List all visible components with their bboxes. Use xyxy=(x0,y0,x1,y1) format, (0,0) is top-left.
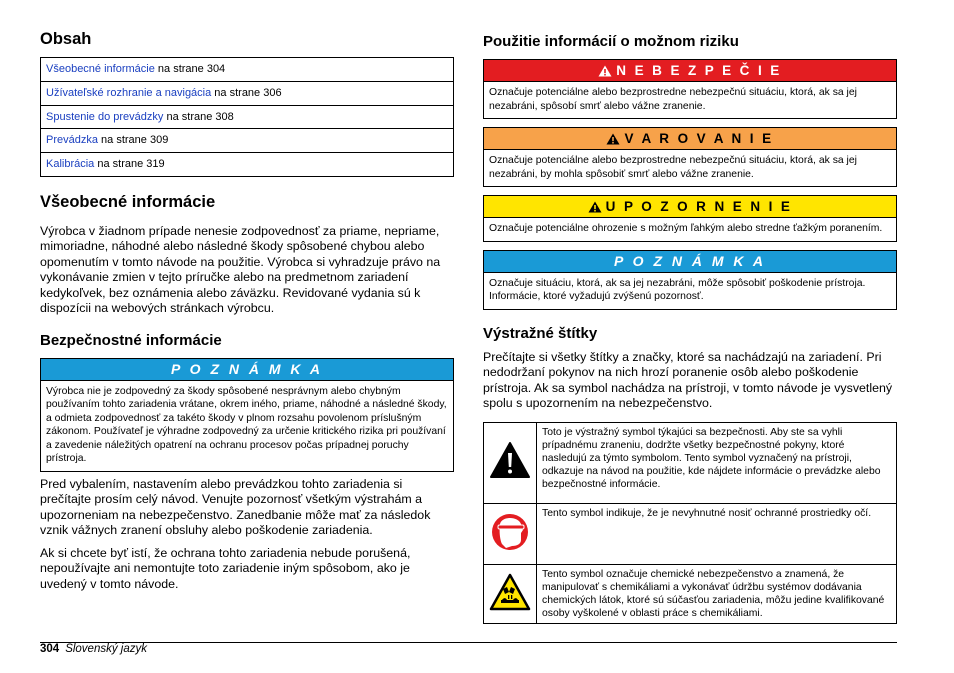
toc-item xyxy=(41,152,453,176)
notice-text: Označuje situáciu, ktorá, ak sa jej nezabráni, môže spôsobiť poškodenie prístroja. Informácie, ktoré vyžadujú zvýšenú pozornosť. xyxy=(489,277,866,302)
toc-link-ui[interactable]: Užívateľské rozhranie a navigácia xyxy=(46,86,212,99)
eye-protection-icon xyxy=(490,510,530,552)
symbol-description: Toto je výstražný symbol týkajúci sa bezpečnosti. Aby ste sa vyhli prípadnému zraneniu, dodržte všetky bezpečnostné pokyny, ktoré nasledujú za týmto symbolom. Tento symbol vyznačený na prístroji, odkazuje na návod na použitie, kde nájdete informácie o prevádzke alebo bezpečnostné informácie. xyxy=(537,422,897,503)
warning-label: V A R O V A N I E xyxy=(624,131,774,146)
table-row xyxy=(484,422,897,503)
warning-labels-title: Výstražné štítky xyxy=(483,324,598,342)
danger-box xyxy=(483,59,897,119)
note-label: P O Z N Á M K A xyxy=(41,359,453,381)
danger-header xyxy=(484,60,896,82)
hazard-info-title: Použitie informácií o možnom riziku xyxy=(483,33,739,50)
footer-language: Slovenský jazyk xyxy=(65,643,147,655)
caution-label: U P O Z O R N E N I E xyxy=(605,199,793,214)
warning-triangle-icon xyxy=(588,201,602,213)
chemical-hazard-icon xyxy=(489,573,531,611)
safety-info-title: Bezpečnostné informácie xyxy=(40,331,222,349)
warning-header xyxy=(484,128,896,150)
warning-text: Označuje potenciálne alebo bezprostredne nebezpečnú situáciu, ktorá, ak sa jej nezabráni, by mohla spôsobiť smrť alebo vážne zranenie. xyxy=(489,155,857,180)
warning-symbol-icon xyxy=(489,441,531,479)
toc-link-startup[interactable]: Spustenie do prevádzky xyxy=(46,110,164,123)
safety-paragraph-1: Pred vybalením, nastavením alebo prevádzkou tohto zariadenia si prečítajte prosím celý návod. Venujte pozornosť všetkým výstrahám a upozorneniam na nebezpečenstvo. Zanedbanie môže mať za následok vznik vážnych zranení obsluhy alebo poškodenie zariadenia. xyxy=(40,476,431,538)
footer-divider xyxy=(40,642,897,643)
caution-text: Označuje potenciálne ohrozenie s možným ľahkým alebo stredne ťažkým poranením. xyxy=(489,223,883,234)
toc-page-ref: na strane 306 xyxy=(211,86,282,99)
safety-paragraph-2: Ak si chcete byť istí, že ochrana tohto zariadenia nebude porušená, nepoužívajte ani nemontujte toto zariadenie iným spôsobom, ako je uvedený v tomto návode. xyxy=(40,545,411,591)
toc-link-operation[interactable]: Prevádzka xyxy=(46,134,98,147)
symbol-cell xyxy=(484,564,537,624)
toc-page-ref: na strane 304 xyxy=(154,63,226,75)
toc-page-ref: na strane 308 xyxy=(163,110,234,123)
danger-label: N E B E Z P E Č I E xyxy=(616,63,782,78)
toc-box xyxy=(40,57,454,177)
toc-title: Obsah xyxy=(40,30,92,48)
warning-box xyxy=(483,127,897,187)
caution-header xyxy=(484,196,896,218)
toc-item xyxy=(41,105,453,129)
warning-triangle-icon xyxy=(606,133,620,145)
symbol-description: Tento symbol indikuje, že je nevyhnutné nosiť ochranné prostriedky očí. xyxy=(537,503,897,564)
symbols-table xyxy=(483,422,897,625)
notice-label: P O Z N Á M K A xyxy=(484,251,896,273)
toc-page-ref: na strane 309 xyxy=(97,134,169,147)
right-column xyxy=(483,30,897,624)
general-info-text: Výrobca v žiadnom prípade nenesie zodpovednosť za priame, nepriame, mimoriadne, náhodné alebo následné škody spôsobené chybou alebo opomenutím v tomto návode na použitie. Výrobca si vyhradzuje právo na vykonávanie zmien v tejto príručke alebo na predmetnom zariadení kedykoľvek, bez oznámenia alebo záväzku. Revidované vydania sú k dispozícii na webových stránkach výrobcu. xyxy=(40,223,441,316)
toc-item xyxy=(41,58,453,81)
left-column xyxy=(40,30,454,592)
page-footer xyxy=(40,643,147,655)
warning-labels-text: Prečítajte si všetky štítky a značky, ktoré sa nachádzajú na zariadení. Pri nedodržaní pokynov na nich hrozí poranenie osôb alebo poškodenie prístroja. Ak sa symbol nachádza na prístroji, v tomto návode je vysvetlený spolu s upozornením na nebezpečenstvo. xyxy=(483,349,893,410)
note-text: Výrobca nie je zodpovedný za škody spôsobené nesprávnym alebo chybným používaním tohto zariadenia vrátane, okrem iného, priame, náhodné a následné škody, a odmieta zodpovednosť za takéto škody v plnom rozsahu povolenom príslušným zákonom. Používateľ je výhradne zodpovedný za určenie kritického rizika pri používaní a zavedenie náležitých opatrení na ochranu procesov počas prípadnej poruchy prístroja. xyxy=(46,385,447,465)
notice-box xyxy=(483,250,897,310)
symbol-cell xyxy=(484,503,537,564)
page-number: 304 xyxy=(40,643,60,655)
table-row xyxy=(484,503,897,564)
warning-triangle-icon xyxy=(598,65,612,77)
toc-page-ref: na strane 319 xyxy=(94,158,165,171)
toc-link-general[interactable]: Všeobecné informácie xyxy=(46,63,155,75)
caution-box xyxy=(483,195,897,242)
table-row xyxy=(484,564,897,624)
toc-item xyxy=(41,81,453,105)
toc-item xyxy=(41,128,453,152)
safety-note-box xyxy=(40,358,454,472)
toc-link-calibration[interactable]: Kalibrácia xyxy=(46,158,95,171)
general-info-title: Všeobecné informácie xyxy=(40,192,216,211)
symbol-description: Tento symbol označuje chemické nebezpečenstvo a znamená, že manipulovať s chemikáliami a vykonávať údržbu systémov dodávania chemických látok, ktoré sú súčasťou zariadenia, môžu jedine kvalifikované osoby vyškolené v oblasti práce s chemikáliami. xyxy=(537,564,897,624)
symbol-cell xyxy=(484,422,537,503)
danger-text: Označuje potenciálne alebo bezprostredne nebezpečnú situáciu, ktorá, ak sa jej nezabráni, spôsobí smrť alebo vážne zranenie. xyxy=(489,87,857,112)
